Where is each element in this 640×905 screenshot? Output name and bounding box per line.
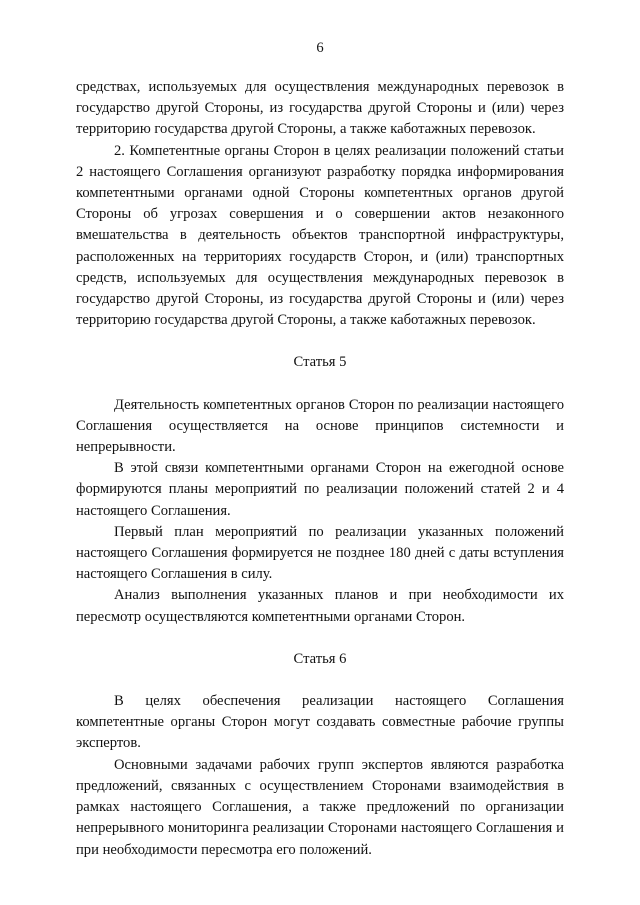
article-6-heading: Статья 6 [293,650,347,667]
page-number: 6 [316,40,324,56]
document-body [76,77,564,861]
paragraph-article-6-1: В целях обеспечения реализации настоящего Соглашения компетентные органы Сторон могут создавать совместные рабочие группы экспертов. [76,693,564,752]
article-5-heading: Статья 5 [293,354,347,371]
paragraph-continuation: средствах, используемых для осуществления международных перевозок в государство другой Стороны, из государства другой Стороны и (или) через территорию государства другой Стороны, а также каботажных перевозок. [76,79,564,138]
paragraph-article-5-4: Анализ выполнения указанных планов и при необходимости их пересмотр осуществляются компетентными органами Сторон. [76,587,564,625]
paragraph-article-5-1: Деятельность компетентных органов Сторон по реализации настоящего Соглашения осуществляется на основе принципов системности и непрерывности. [76,396,564,456]
paragraph-article-5-2: В этой связи компетентными органами Сторон на ежегодной основе формируются планы мероприятий по реализации положений статей 2 и 4 настоящего Соглашения. [76,460,564,519]
paragraph-article-5-3: Первый план мероприятий по реализации указанных положений настоящего Соглашения формируется не позднее 180 дней с даты вступления настоящего Соглашения в силу. [76,523,564,583]
paragraph-item-2: 2. Компетентные органы Сторон в целях реализации положений статьи 2 настоящего Соглашения организуют разработку порядка информирования компетентными органами одной Стороны компетентных органов другой Стороны об угрозах совершения и о совершении актов незаконного вмешательства в деятельность объектов транспортной инфраструктуры, расположенных на территориях государств Сторон, и (или) транспортных средств, используемых для осуществления международных перевозок в государство другой Стороны, из государства другой Стороны и (или) через территорию государства другой Стороны, а также каботажных перевозок. [76,142,564,329]
paragraph-article-6-2: Основными задачами рабочих групп экспертов являются разработка предложений, связанных с осуществлением Сторонами взаимодействия в рамках настоящего Соглашения, а также предложений по организации непрерывного мониторинга реализации Сторонами настоящего Соглашения и при необходимости пересмотра его положений. [76,756,564,858]
